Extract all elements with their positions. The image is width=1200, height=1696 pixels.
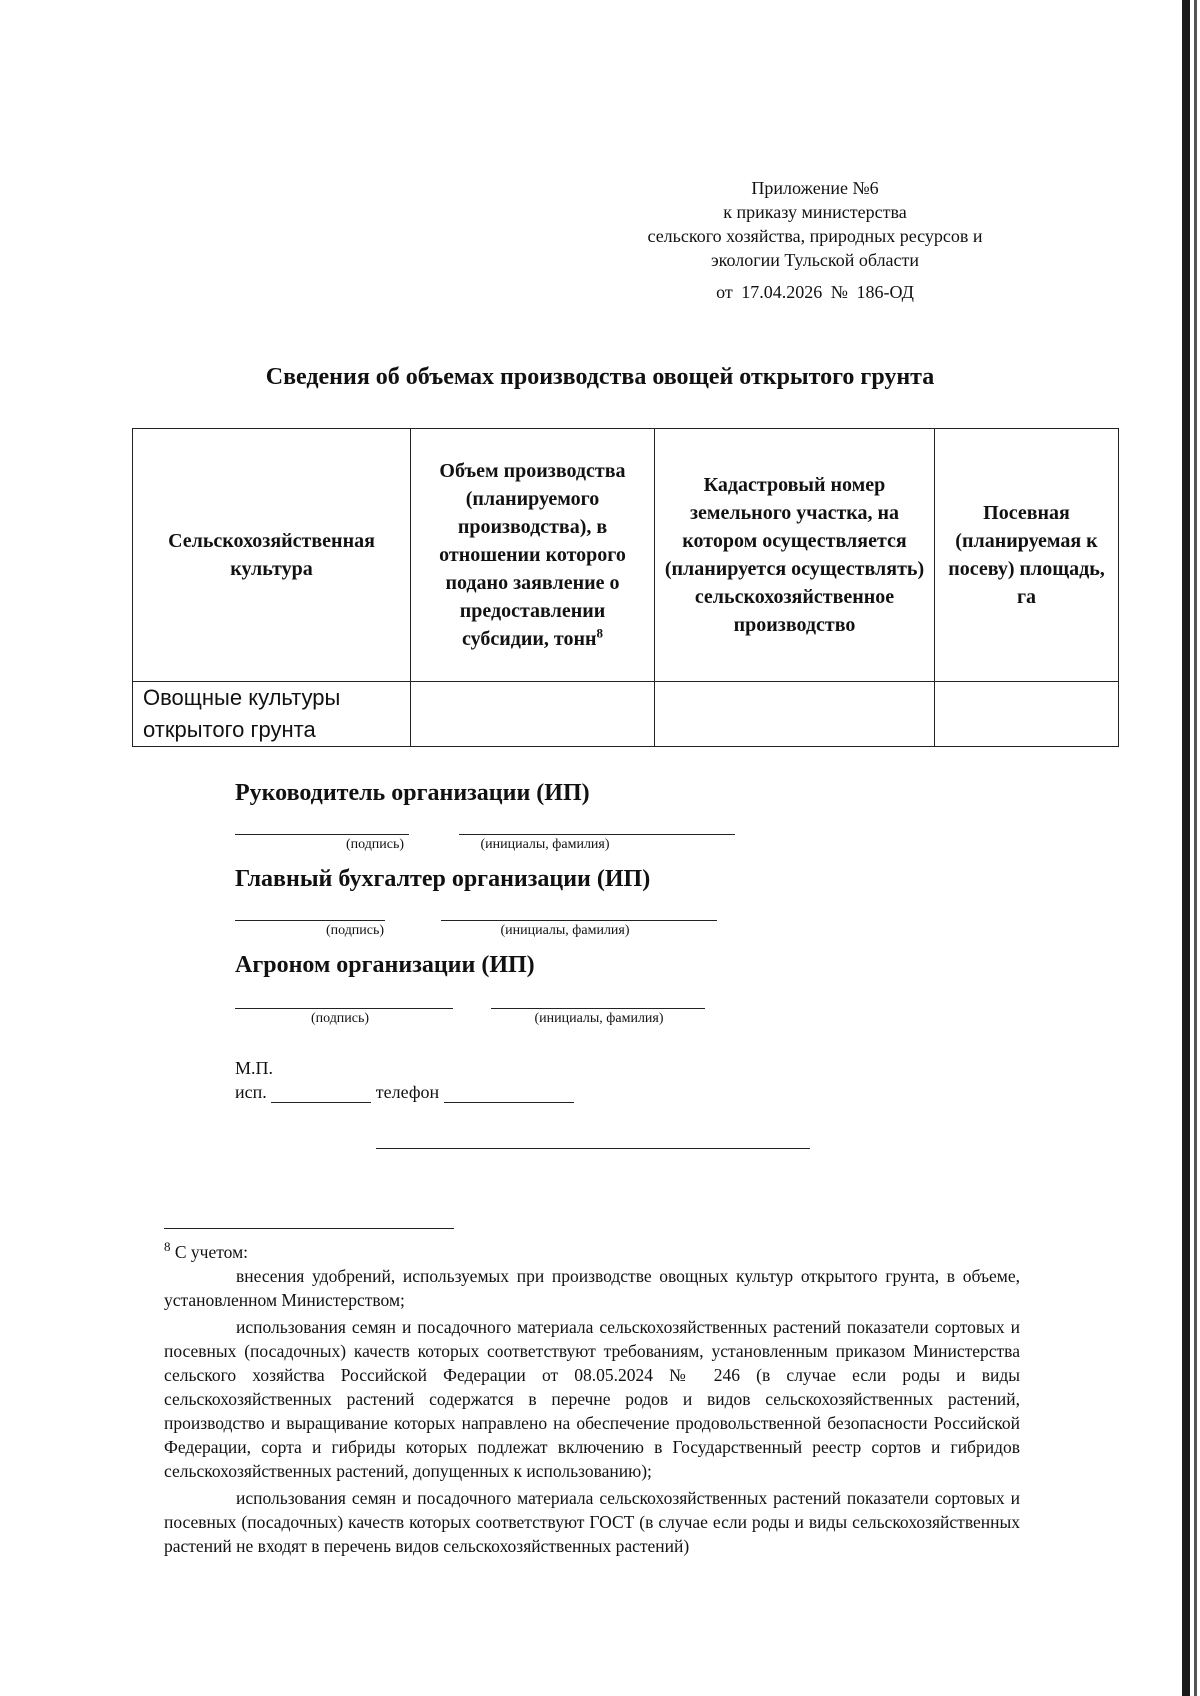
footnote-paragraph: использования семян и посадочного материала сельскохозяйственных растений показатели сортовых и посевных (посадочных) качеств которых соответствуют требованиям, установленным приказом Министерства сельского хозяйства Российской Федерации от 08.05.2024 № 246 (в случае если роды и виды сельскохозяйственных растений содержатся в перечне родов и видов сельскохозяйственных растений, производство и выращивание которых направлено на обеспечение продовольственной безопасности Российской Федерации, сорта и гибриды которых подлежат включению в Государственный реестр сортов и гибридов сельскохозяйственных растений, допущенных к использованию); bbox=[164, 1317, 1020, 1481]
footnote-intro-text: С учетом: bbox=[174, 1242, 249, 1262]
cell-area[interactable] bbox=[935, 682, 1119, 747]
footnote-rule bbox=[164, 1228, 454, 1229]
header-volume bbox=[411, 429, 655, 682]
name-line-director[interactable] bbox=[459, 834, 735, 835]
header-area: Посевная (планируемая к посеву) площадь, га bbox=[935, 429, 1119, 682]
appendix-line: Приложение №6 bbox=[751, 178, 879, 198]
signature-line-accountant[interactable] bbox=[235, 920, 385, 921]
cell-crop: Овощные культуры открытого грунта bbox=[133, 682, 411, 747]
scan-edge bbox=[1182, 0, 1190, 1696]
footnote-mark: 8 bbox=[164, 1239, 171, 1255]
cell-cadastral[interactable] bbox=[655, 682, 935, 747]
signature-heading-accountant: Главный бухгалтер организации (ИП) bbox=[235, 866, 651, 892]
table-header-row bbox=[133, 429, 1119, 682]
stamp-placeholder: М.П. bbox=[235, 1058, 274, 1078]
footnote-paragraph: использования семян и посадочного материала сельскохозяйственных растений показатели сортовых и посевных (посадочных) качеств которых соответствуют ГОСТ (в случае если роды и виды сельскохозяйственных растений не входят в перечень видов сельскохозяйственных растений) bbox=[164, 1488, 1020, 1556]
name-caption: (инициалы, фамилия) bbox=[480, 837, 610, 852]
document-title: Сведения об объемах производства овощей открытого грунта bbox=[265, 364, 935, 390]
order-number: 186-ОД bbox=[856, 282, 914, 302]
name-caption: (инициалы, фамилия) bbox=[534, 1011, 664, 1026]
header-cadastral: Кадастровый номер земельного участка, на котором осуществляется (планируется осуществлять) сельскохозяйственное производство bbox=[655, 429, 935, 682]
cell-volume[interactable] bbox=[411, 682, 655, 747]
appendix-line: экологии Тульской области bbox=[710, 250, 920, 270]
number-sign: № bbox=[830, 282, 848, 302]
sign-caption: (подпись) bbox=[325, 923, 385, 938]
signature-heading-agronomist: Агроном организации (ИП) bbox=[235, 952, 535, 978]
order-date: 17.04.2026 bbox=[741, 282, 823, 302]
name-caption: (инициалы, фамилия) bbox=[500, 923, 630, 938]
name-line-accountant[interactable] bbox=[441, 920, 717, 921]
phone-field[interactable] bbox=[444, 1084, 574, 1103]
footnote-paragraph: внесения удобрений, используемых при производстве овощных культур открытого грунта, в объеме, установленном Министерством; bbox=[164, 1266, 1020, 1310]
header-crop: Сельскохозяйственная культура bbox=[133, 429, 411, 682]
footnote-intro bbox=[164, 1240, 1020, 1264]
scan-edge-secondary bbox=[1194, 0, 1197, 1696]
date-prefix: от bbox=[716, 282, 733, 302]
name-line-agronomist[interactable] bbox=[491, 1008, 705, 1009]
signature-line-agronomist[interactable] bbox=[235, 1008, 453, 1009]
appendix-line: к приказу министерства bbox=[723, 202, 907, 222]
separator-line bbox=[376, 1148, 810, 1149]
sign-caption: (подпись) bbox=[345, 837, 405, 852]
footnote-mark: 8 bbox=[596, 625, 604, 641]
header-volume-text: Объем производства (планируемого производства), в отношении которого подано заявление о предоставлении субсидии, тонн bbox=[439, 460, 626, 650]
table-row bbox=[133, 682, 1119, 747]
footnote-block bbox=[164, 1240, 1020, 1558]
executor-row bbox=[235, 1082, 574, 1103]
signature-heading-director: Руководитель организации (ИП) bbox=[235, 780, 590, 806]
order-date-line bbox=[600, 280, 1030, 304]
phone-label: телефон bbox=[375, 1082, 440, 1102]
executor-field[interactable] bbox=[271, 1084, 371, 1103]
appendix-block bbox=[600, 176, 1030, 304]
appendix-line: сельского хозяйства, природных ресурсов и bbox=[647, 226, 983, 246]
signature-line-director[interactable] bbox=[235, 834, 409, 835]
production-table bbox=[132, 428, 1119, 747]
executor-label: исп. bbox=[235, 1082, 267, 1102]
sign-caption: (подпись) bbox=[310, 1011, 370, 1026]
